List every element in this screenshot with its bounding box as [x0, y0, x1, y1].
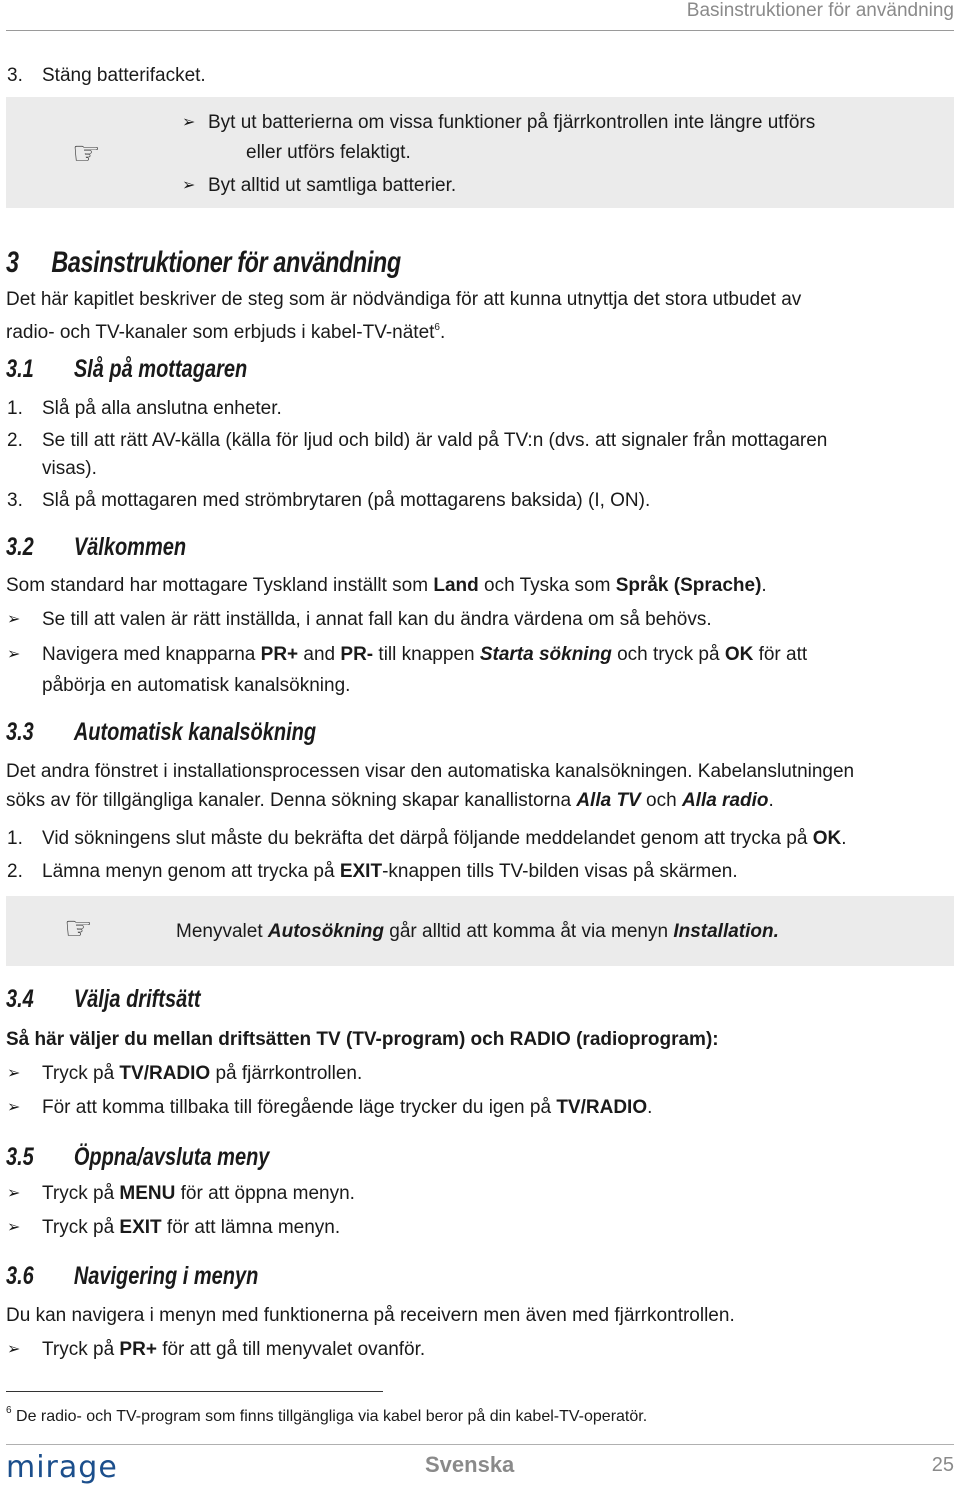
lead-text: Så här väljer du mellan driftsätten TV (TV-program) och RADIO (radioprogram): [6, 1029, 719, 1050]
pointing-hand-icon: ☞ [64, 910, 93, 946]
step-text: Stäng batterifacket. [42, 65, 206, 86]
arrow-bullet-icon: ➢ [7, 1341, 21, 1358]
pointing-hand-icon: ☞ [72, 135, 101, 171]
arrow-bullet-icon: ➢ [182, 177, 196, 194]
footnote: $^6$ De radio- och TV-program som finns tillgängliga via kabel beror på din kabel-TV-operatör. [6, 1405, 648, 1425]
arrow-bullet-icon: ➢ [7, 1065, 21, 1082]
bullet-continuation: påbörja en automatisk kanalsökning. [42, 675, 351, 696]
note-bullet: ➢ Byt alltid ut samtliga batterier. [182, 175, 457, 196]
note-box [6, 97, 954, 208]
footer-divider [6, 1444, 954, 1445]
running-header: Basinstruktioner för användning [686, 0, 954, 21]
section-heading: 3.4 Välja driftsätt [6, 985, 201, 1013]
chapter-heading: 3 Basinstruktioner för användning [6, 246, 401, 279]
arrow-bullet-icon: ➢ [7, 1219, 21, 1236]
arrow-bullet-icon: ➢ [7, 646, 21, 663]
arrow-bullet-icon: ➢ [7, 611, 21, 628]
chapter-intro: radio- och TV-kanaler som erbjuds i kabel-TV-nätet$^6$. [6, 322, 446, 343]
section-heading: 3.2 Välkommen [6, 533, 187, 561]
note-box [6, 896, 954, 966]
arrow-bullet-icon: ➢ [7, 1099, 21, 1116]
chapter-intro: Det här kapitlet beskriver de steg som är nödvändiga för att kunna utnyttja det stora utbudet av [6, 289, 802, 310]
language-label: Svenska [425, 1452, 515, 1477]
note-bullet: ➢ Byt ut batterierna om vissa funktioner på fjärrkontrollen inte längre utförs [182, 112, 816, 133]
paragraph: söks av för tillgängliga kanaler. Denna sökning skapar kanallistorna Alla TV och Alla radio. [6, 790, 774, 811]
paragraph: Du kan navigera i menyn med funktionerna på receivern men även med fjärrkontrollen. [6, 1305, 735, 1326]
brand-logo: mirage [6, 1450, 118, 1485]
footnote-ref: 6 [434, 322, 440, 333]
arrow-bullet-icon: ➢ [7, 1185, 21, 1202]
paragraph: Det andra fönstret i installationsprocessen visar den automatiska kanalsökningen. Kabelanslutningen [6, 761, 855, 782]
section-heading: 3.1 Slå på mottagaren [6, 355, 248, 383]
footnote-divider [6, 1391, 383, 1392]
section-heading: 3.3 Automatisk kanalsökning [6, 718, 317, 746]
list-item-continuation: visas). [42, 458, 97, 479]
step-number: 3. [7, 65, 23, 86]
arrow-bullet-icon: ➢ [182, 114, 196, 131]
header-divider [6, 30, 954, 31]
note-bullet-continuation: eller utförs felaktigt. [246, 142, 411, 163]
section-heading: 3.5 Öppna/avsluta meny [6, 1143, 270, 1171]
section-heading: 3.6 Navigering i menyn [6, 1262, 259, 1290]
paragraph: Som standard har mottagare Tyskland inställt som Land och Tyska som Språk (Sprache). [6, 575, 767, 596]
page-number: 25 [931, 1454, 954, 1476]
note-text: Menyvalet Autosökning går alltid att komma åt via menyn Installation. [176, 921, 779, 942]
